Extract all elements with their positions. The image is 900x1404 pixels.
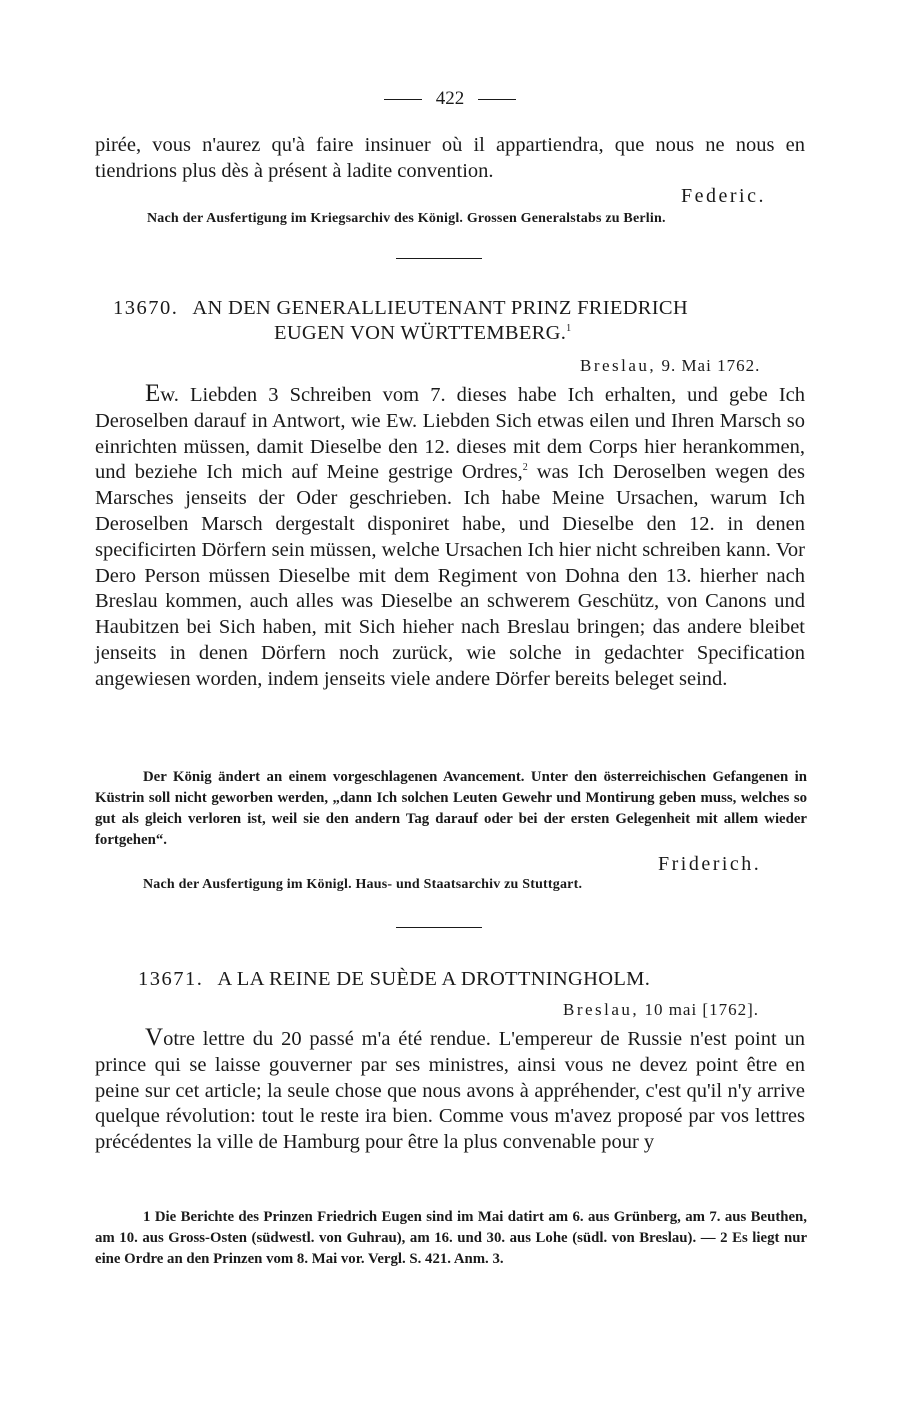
letter-13670-source-note: Nach der Ausfertigung im Königl. Haus- und Staatsarchiv zu Stuttgart. xyxy=(143,877,583,892)
letter-title: A LA REINE DE SUÈDE A DROTTNINGHOLM. xyxy=(217,968,651,990)
dateline-place: Breslau, xyxy=(563,1000,640,1019)
footnote-2-text: Es liegt nur eine Ordre an den Prinzen vom 8. Mai vor. Vergl. S. 421. Anm. 3. xyxy=(95,1230,808,1268)
dateline-date: 9. Mai 1762. xyxy=(661,356,761,375)
letter-title: AN DEN GENERALLIEUTENANT PRINZ FRIEDRICH xyxy=(192,297,688,319)
letter-13670-signature: Friderich. xyxy=(658,853,762,875)
body-text-part-1: w. Liebden 3 Schreiben vom 7. dieses habe Ich erhalten, und gebe Ich Deroselben darauf in Antwort, wie Ew. Liebden Sich etwas eilen und Ihren Marsch so einrichten müssen, damit Dieselbe den 12. dieses mit dem Corps hier herankommen, und beziehe Ich mich auf Meine gestrige Ordres, xyxy=(95,384,805,484)
footnote-separator: — xyxy=(700,1230,716,1247)
letter-title-continued: EUGEN VON WÜRTTEMBERG. xyxy=(274,322,567,344)
continuation-text-block xyxy=(95,133,805,185)
dateline-date: 10 mai [1762]. xyxy=(644,1000,760,1019)
drop-initial: E xyxy=(145,380,161,407)
continuation-signature: Federic. xyxy=(681,185,766,207)
body-text: otre lettre du 20 passé m'a été rendue. L'empereur de Russie n'est point un prince qui se laisse gouverner par ses ministres, ainsi vous ne devez point être en peine sur cet article; la seule chose que nous avons à appréhender, c'est qu'il n'y arrive quelque révolution: tout le reste ira bien. Comme vous m'avez proposé par vos lettres précédentes la ville de Hamburg pour être la plus convenable pour y xyxy=(95,1028,805,1154)
letter-13671-heading xyxy=(138,968,650,991)
dateline-place: Breslau, xyxy=(580,356,657,375)
page-number: 422 xyxy=(435,88,465,109)
page-number-dash-left xyxy=(384,99,422,100)
continuation-source-note: Nach der Ausfertigung im Kriegsarchiv des Königl. Grossen Generalstabs zu Berlin. xyxy=(147,211,666,226)
letter-13670-heading-line1 xyxy=(113,297,688,320)
footnote-block xyxy=(95,1207,807,1271)
letter-13670-heading-line2 xyxy=(274,322,571,345)
letter-number: 13670. xyxy=(113,297,179,319)
section-divider xyxy=(396,927,482,928)
footnote-marker: 2 xyxy=(522,462,528,474)
letter-13671-dateline xyxy=(563,1000,759,1020)
page-number-line xyxy=(0,88,900,110)
drop-initial: V xyxy=(145,1024,164,1051)
letter-number: 13671. xyxy=(138,968,204,990)
body-text-part-2: was Ich Deroselben wegen des Marsches jenseits der Oder geschrieben. Ich habe Meine Ursachen, warum Ich Deroselben Marsch dergestalt disponiret habe, und Dieselbe den 12. in denen specificirten Dörfern sein müssen, welche Ursachen Ich hier nicht schreiben kann. Vor Dero Person müssen Dieselbe mit dem Regiment von Dohna den 13. hierher nach Breslau kommen, auch alles was Dieselbe an schwerem Geschütz, von Canons und Haubitzen bei Sich haben, mit Sich hieher nach Breslau bringen; das andere bleibet jenseits in denen Dörfern noch zurück, wie solche in gedachter Specification angewiesen worden, indem jenseits viele andere Dörfer bereits beleget seind. xyxy=(95,461,805,690)
letter-body-paragraph xyxy=(95,381,805,693)
letter-13671-body xyxy=(95,1025,805,1156)
page-number-dash-right xyxy=(478,99,516,100)
editorial-summary-text: Der König ändert an einem vorgeschlagenen Avancement. Unter den österreichischen Gefangenen in Küstrin soll nicht geworben werden, „dann Ich solchen Leuten Gewehr und Montirung geben muss, welches so gut als gleich verloren ist, weil sie den andern Tag darauf oder bei der ersten Gelegenheit mit allem wieder fortgehen“. xyxy=(95,769,807,848)
footnote-1-text: Die Berichte des Prinzen Friedrich Eugen sind im Mai datirt am 6. aus Grünberg, am 7. aus Beuthen, am 10. aus Gross-Osten (südwestl. von Guhrau), am 16. und 30. aus Lohe (südl. von Breslau). xyxy=(95,1209,807,1247)
continuation-paragraph: pirée, vous n'aurez qu'à faire insinuer où il appartiendra, que nous ne nous en tiendrions plus dès à présent à ladite convention. xyxy=(95,134,805,182)
section-divider xyxy=(396,258,482,259)
footnote-1-marker: 1 xyxy=(143,1209,151,1225)
letter-13670-body xyxy=(95,381,805,693)
footnote-marker: 1 xyxy=(566,323,572,335)
footnotes xyxy=(95,1207,807,1271)
letter-13670-dateline xyxy=(580,356,760,376)
editorial-summary xyxy=(95,767,807,851)
footnote-2-marker: 2 xyxy=(720,1230,728,1247)
letter-body-paragraph xyxy=(95,1025,805,1156)
